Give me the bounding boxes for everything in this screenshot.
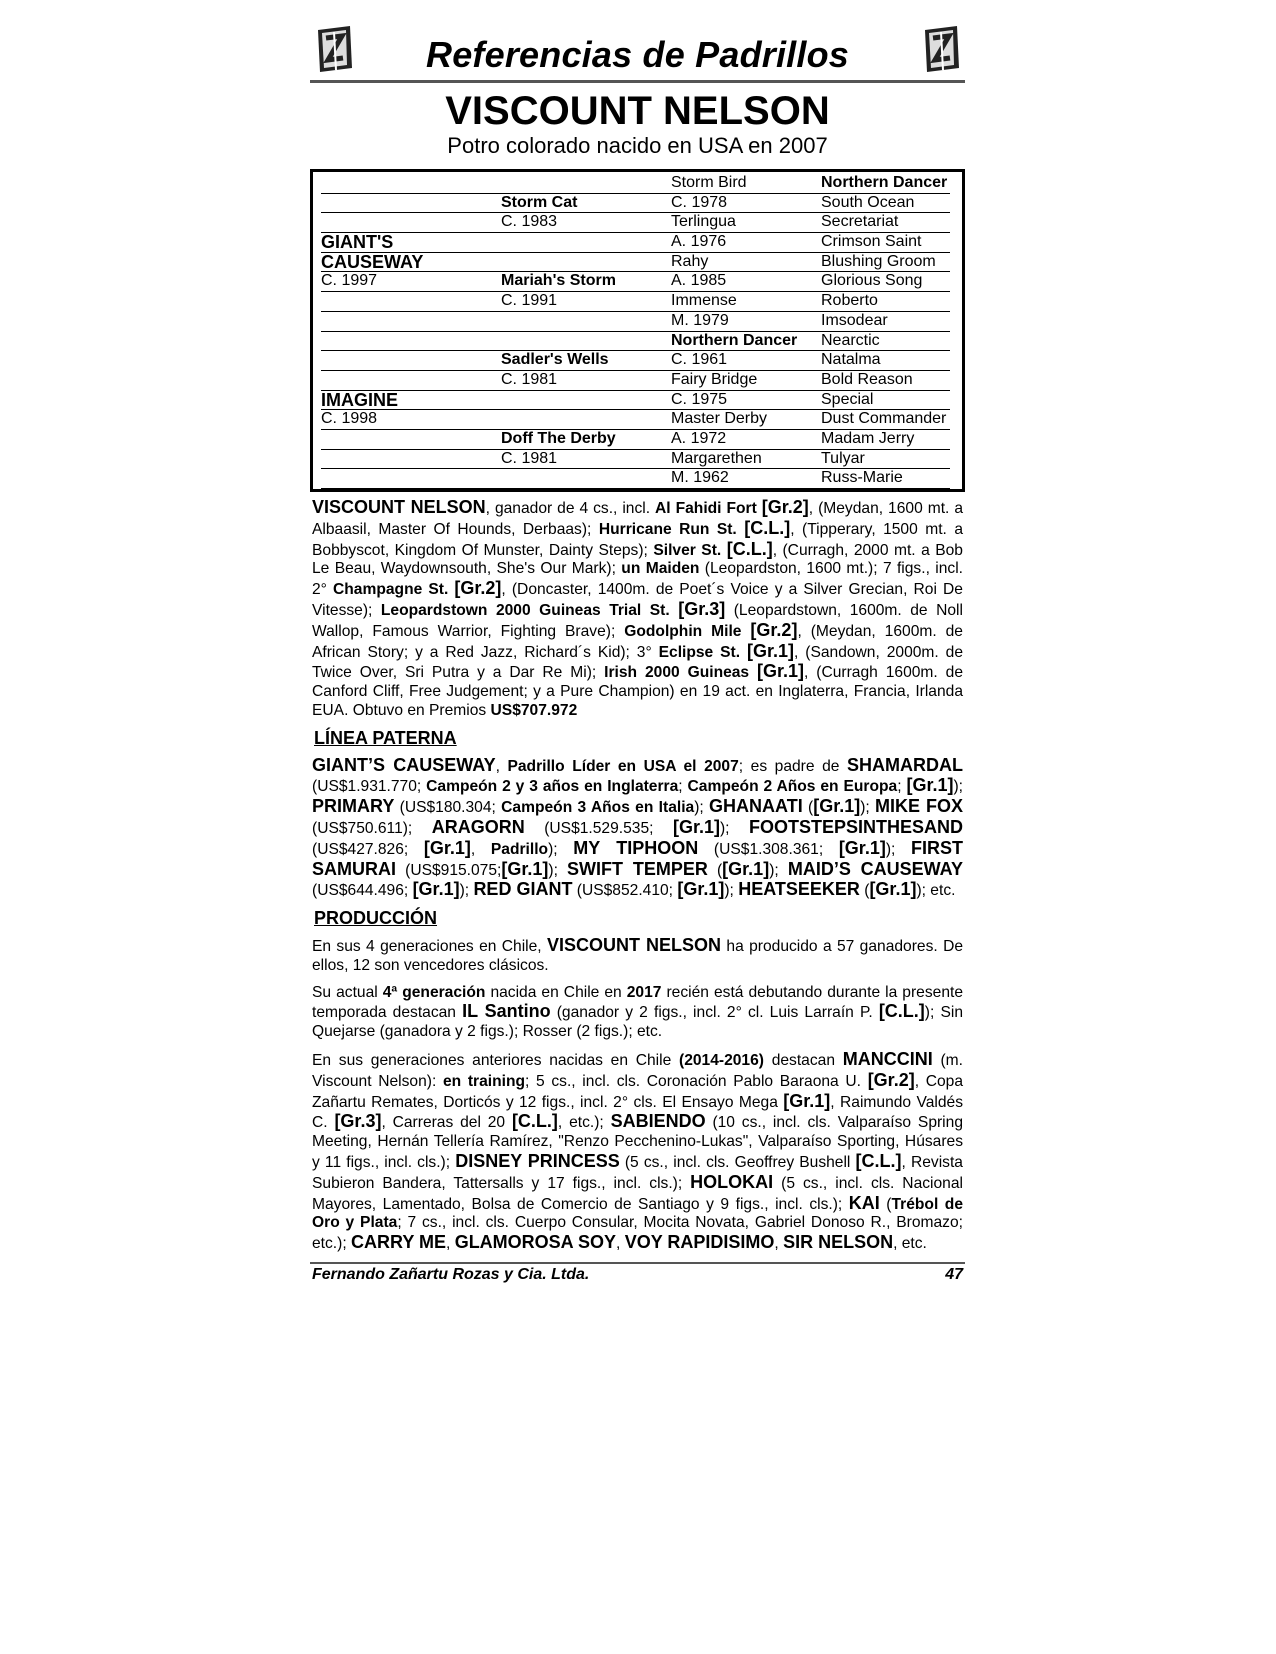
pedigree-row	[321, 194, 950, 214]
pedigree-cell: C. 1997	[321, 272, 378, 290]
pedigree-cell: C. 1998	[321, 410, 378, 428]
pedigree-cell: Doff The Derby	[501, 429, 616, 447]
pedigree-cell: C. 1991	[501, 292, 558, 310]
current-generation-paragraph: Su actual 4ª generación nacida en Chile en 2017 recién está debutando durante la presente temporada destacan IL Santino (ganador y 2 figs., incl. 2° cl. Luis Larraín P. [C.L.]); Sin Quejarse (ganadora y 2 figs.); Rosser (2 figs.); etc.	[312, 983, 963, 1041]
pedigree-cell	[501, 332, 671, 351]
pedigree-cell	[321, 450, 501, 469]
pedigree-cell: Glorious Song	[821, 272, 923, 290]
pedigree-row	[321, 213, 950, 233]
section-heading-paterna: LÍNEA PATERNA	[314, 727, 457, 748]
page	[310, 22, 965, 1284]
pedigree-row	[321, 371, 950, 391]
pedigree-row	[321, 450, 950, 470]
pedigree-cell	[321, 312, 501, 331]
footer-company: Fernando Zañartu Rozas y Cia. Ltda.	[312, 1265, 590, 1283]
pedigree-cell: Imsodear	[821, 311, 888, 329]
pedigree-cell: Immense	[671, 292, 737, 310]
body-text	[310, 498, 965, 1254]
pedigree-cell: M. 1979	[671, 311, 729, 329]
pedigree-cell	[321, 332, 501, 351]
production-summary-paragraph: En sus 4 generaciones en Chile, VISCOUNT NELSON ha producido a 57 ganadores. De ellos, 12 son vencedores clásicos.	[312, 934, 964, 974]
pedigree-cell	[321, 430, 501, 449]
pedigree-row	[321, 469, 950, 489]
page-number: 47	[945, 1265, 963, 1283]
pedigree-cell: Terlingua	[671, 213, 736, 231]
pedigree-cell	[321, 469, 501, 488]
pedigree-cell	[321, 194, 501, 213]
pedigree-cell: M. 1962	[671, 469, 729, 487]
pedigree-row	[321, 312, 950, 332]
pedigree-cell: Blushing Groom	[821, 252, 936, 270]
pedigree-cell: Russ-Marie	[821, 469, 903, 487]
pedigree-cell: Sadler's Wells	[501, 351, 609, 369]
race-record-paragraph: VISCOUNT NELSON, ganador de 4 cs., incl. Al Fahidi Fort [Gr.2], (Meydan, 1600 mt. a Albaasil, Master Of Hounds, Derbaas); Hurricane Run St. [C.L.], (Tipperary, 1500 mt. a Bobbyscot, Kingdom Of Munster, Dainty Steps); Silver St. [C.L.], (Curragh, 2000 mt. a Bob Le Beau, Waydownsouth, She's Our Mark); un Maiden (Leopardston, 1600 mt.); 7 figs., incl. 2° Champagne St. [Gr.2], (Doncaster, 1400m. de Poet´s Voice y a Silver Grecian, Roi De Vitesse); Leopardstown 2000 Guineas Trial St. [Gr.3] (Leopardstown, 1600m. de Noll Wallop, Famous Warrior, Fighting Brave); Godolphin Mile [Gr.2], (Meydan, 1600m. de African Story; y a Red Jazz, Richard´s Kid); 3° Eclipse St. [Gr.1], (Sandown, 2000m. de Twice Over, Sri Putra y a Dar Re Mi); Irish 2000 Guineas [Gr.1], (Curragh 1600m. de Canford Cliff, Free Judgement; y a Pure Champion) en 19 act. en Inglaterra, Francia, Irlanda EUA. Obtuvo en Premios US$707.972	[312, 497, 964, 719]
pedigree-cell	[321, 292, 501, 311]
pedigree-cell: C. 1975	[671, 390, 728, 408]
pedigree-row	[321, 233, 950, 253]
pedigree-cell: A. 1985	[671, 272, 727, 290]
pedigree-cell: Roberto	[821, 292, 878, 310]
pedigree-cell: Dust Commander	[821, 410, 947, 428]
pedigree-cell: A. 1976	[671, 233, 727, 251]
pedigree-cell: Secretariat	[821, 213, 899, 231]
pedigree-cell: Madam Jerry	[821, 429, 915, 447]
logo-icon	[919, 24, 963, 74]
pedigree-cell	[321, 371, 501, 390]
pedigree-row	[321, 253, 950, 273]
pedigree-row	[321, 174, 950, 194]
pedigree-cell	[321, 213, 501, 232]
pedigree-cell: Tulyar	[821, 449, 865, 467]
pedigree-cell: C. 1983	[501, 213, 558, 231]
pedigree-cell: Northern Dancer	[821, 174, 948, 191]
pedigree-cell	[501, 312, 671, 331]
pedigree-cell: C. 1978	[671, 193, 728, 211]
previous-generations-paragraph: En sus generaciones anteriores nacidas en Chile (2014-2016) destacan MANCCINI (m. Viscount Nelson): en training; 5 cs., incl. cls. Coronación Pablo Baraona U. [Gr.2], Copa Zañartu Remates, Dorticós y 12 figs., incl. 2° cls. El Ensayo Mega [Gr.1], Raimundo Valdés C. [Gr.3], Carreras del 20 [C.L.], etc.); SABIENDO (10 cs., incl. cls. Valparaíso Spring Meeting, Hernán Tellería Ramírez, "Renzo Pecchenino-Lukas", Valparaíso Sporting, Húsares y 11 figs., incl. cls.); DISNEY PRINCESS (5 cs., incl. cls. Geoffrey Bushell [C.L.], Revista Subieron Bandera, Tattersalls y 17 figs., incl. cls.); HOLOKAI (5 cs., incl. cls. Nacional Mayores, Lamentado, Bolsa de Comercio de Santiago y 9 figs., incl. cls.); KAI (Trébol de Oro y Plata; 7 cs., incl. cls. Cuerpo Consular, Mocita Novata, Gabriel Donoso R., Bromazo; etc.); CARRY ME, GLAMOROSA SOY, VOY RAPIDISIMO, SIR NELSON, etc.	[312, 1048, 963, 1253]
pedigree-cell: C. 1961	[671, 351, 728, 369]
pedigree-cell: CAUSEWAY	[321, 251, 424, 272]
section-heading-produccion: PRODUCCIÓN	[314, 908, 438, 929]
pedigree-cell: GIANT'S	[321, 232, 394, 253]
pedigree-cell: Storm Bird	[671, 174, 747, 191]
page-header	[310, 22, 965, 83]
pedigree-cell: Mariah's Storm	[501, 272, 616, 290]
pedigree-cell: Rahy	[671, 252, 709, 270]
pedigree-cell	[501, 469, 671, 488]
pedigree-cell	[501, 391, 671, 410]
pedigree-cell: Margarethen	[671, 449, 762, 467]
pedigree-cell	[501, 174, 671, 193]
pedigree-cell	[501, 233, 671, 252]
pedigree-row	[321, 410, 950, 430]
horse-subtitle: Potro colorado nacido en USA en 2007	[447, 133, 828, 158]
pedigree-cell	[321, 351, 501, 370]
pedigree-cell: C. 1981	[501, 370, 558, 388]
pedigree-row	[321, 430, 950, 450]
horse-name: VISCOUNT NELSON	[445, 89, 830, 133]
pedigree-cell	[501, 410, 671, 429]
pedigree-cell: IMAGINE	[321, 389, 399, 410]
pedigree-row	[321, 292, 950, 312]
pedigree-cell: C. 1981	[501, 449, 558, 467]
pedigree-table	[310, 169, 965, 492]
pedigree-cell: Storm Cat	[501, 193, 578, 211]
pedigree-cell	[321, 174, 501, 193]
pedigree-cell: Northern Dancer	[671, 331, 798, 349]
pedigree-row	[321, 332, 950, 352]
header-title: Referencias de Padrillos	[426, 34, 849, 75]
pedigree-cell: South Ocean	[821, 193, 915, 211]
pedigree-cell: Bold Reason	[821, 370, 913, 388]
pedigree-row	[321, 351, 950, 371]
pedigree-cell: Master Derby	[671, 410, 768, 428]
sire-line-paragraph: GIANT’S CAUSEWAY, Padrillo Líder en USA el 2007; es padre de SHAMARDAL (US$1.931.770; Campeón 2 y 3 años en Inglaterra; Campeón 2 Años en Europa; [Gr.1]); PRIMARY (US$180.304; Campeón 3 Años en Italia); GHANAATI ([Gr.1]); MIKE FOX (US$750.611); ARAGORN (US$1.529.535; [Gr.1]); FOOTSTEPSINTHESAND (US$427.826; [Gr.1], Padrillo); MY TIPHOON (US$1.308.361; [Gr.1]); FIRST SAMURAI (US$915.075;[Gr.1]); SWIFT TEMPER ([Gr.1]); MAID’S CAUSEWAY (US$644.496; [Gr.1]); RED GIANT (US$852.410; [Gr.1]); HEATSEEKER ([Gr.1]); etc.	[312, 754, 964, 900]
pedigree-cell	[501, 253, 671, 272]
pedigree-row	[321, 272, 950, 292]
pedigree-cell: Nearctic	[821, 331, 880, 349]
pedigree-cell: Fairy Bridge	[671, 370, 758, 388]
pedigree-cell: A. 1972	[671, 429, 727, 447]
page-footer	[310, 1262, 965, 1284]
pedigree-cell: Natalma	[821, 351, 881, 369]
pedigree-row	[321, 391, 950, 411]
pedigree-cell: Special	[821, 390, 874, 408]
pedigree-cell: Crimson Saint	[821, 233, 922, 251]
